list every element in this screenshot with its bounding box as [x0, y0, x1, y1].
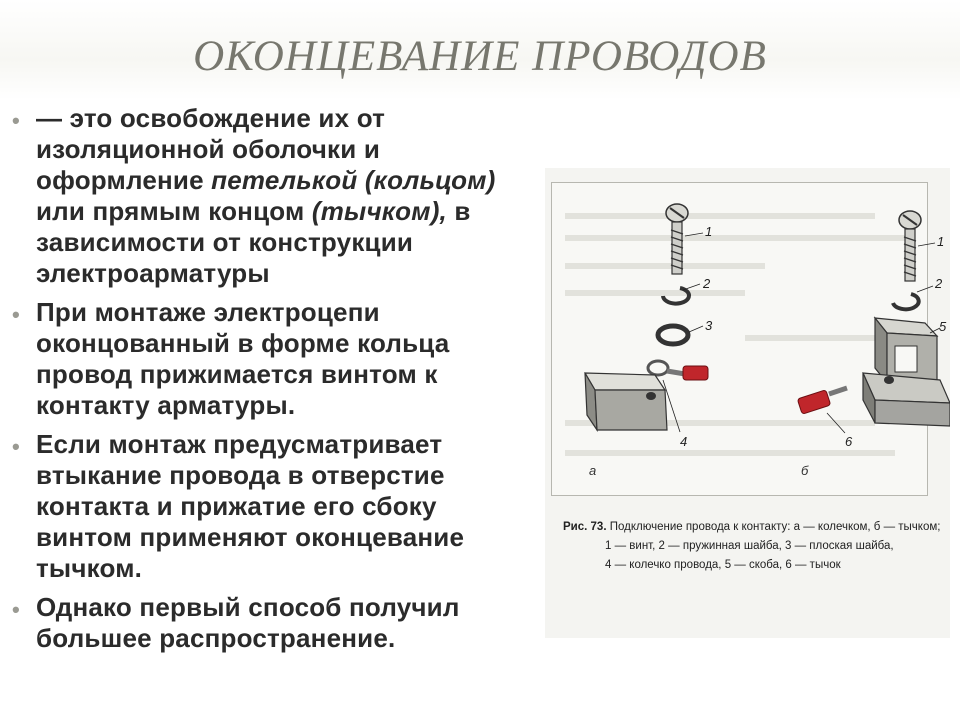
bullet-item	[12, 103, 537, 289]
flat-washer-a-icon	[658, 326, 688, 344]
label-b6: 6	[845, 434, 853, 449]
wire-pin-b-icon	[797, 388, 847, 414]
label-a4: 4	[680, 434, 688, 449]
caption-line-3: 4 — колечко провода, 5 — скоба, 6 — тычок	[605, 559, 841, 571]
figure-number: Рис. 73.	[563, 521, 607, 533]
bullet-text: в зависимости от конструкции электроарматуры	[36, 196, 471, 288]
bullet-text: Если монтаж предусматривает втыкание провода в отверстие контакта и прижатие его сбоку винтом применяют оконцевание тычком.	[36, 429, 465, 583]
figure-wire-connection	[545, 168, 950, 638]
slide-title: ОКОНЦЕВАНИЕ ПРОВОДОВ	[193, 33, 767, 80]
caption-text-1: Подключение провода к контакту: а — колечком, б — тычком;	[609, 521, 941, 533]
sub-label-a: а	[589, 463, 597, 478]
bullet-text: При монтаже электроцепи оконцованный в форме кольца провод прижимается винтом к контакту арматуры.	[36, 297, 450, 420]
label-b2: 2	[935, 276, 943, 291]
bullet-text: или прямым концом	[36, 196, 312, 226]
screw-b-icon	[899, 211, 921, 281]
bullet-text: Однако первый способ получил большее распространение.	[36, 592, 460, 653]
bullet-dot-icon: •	[12, 108, 20, 133]
bullet-emphasis: (тычком),	[311, 196, 447, 226]
caption-line-1	[563, 518, 948, 537]
sub-label-b: б	[801, 463, 809, 478]
label-a3: 3	[705, 318, 713, 333]
figure-illustration	[545, 168, 950, 508]
bullet-dot-icon: •	[12, 597, 20, 622]
spring-washer-b-icon	[893, 294, 919, 309]
label-b5: 5	[939, 319, 947, 334]
bullet-item	[12, 592, 537, 654]
bullet-dot-icon: •	[12, 434, 20, 459]
bracket-b-icon	[863, 318, 950, 426]
bullet-item	[12, 429, 537, 584]
bullet-dot-icon: •	[12, 302, 20, 327]
bullet-item	[12, 297, 537, 421]
bullet-emphasis: петелькой (кольцом)	[211, 165, 496, 195]
contact-plate-a-icon	[585, 373, 667, 430]
leader-lines-a	[663, 233, 703, 432]
label-a2: 2	[703, 276, 711, 291]
label-b1: 1	[937, 234, 945, 249]
bullet-list	[12, 103, 537, 662]
figure-caption	[563, 518, 948, 575]
caption-line-2: 1 — винт, 2 — пружинная шайба, 3 — плоская шайба,	[605, 540, 894, 552]
bullet-text: — это освобождение их от изоляционной оболочки и оформление	[36, 103, 386, 195]
label-a1: 1	[705, 224, 713, 239]
